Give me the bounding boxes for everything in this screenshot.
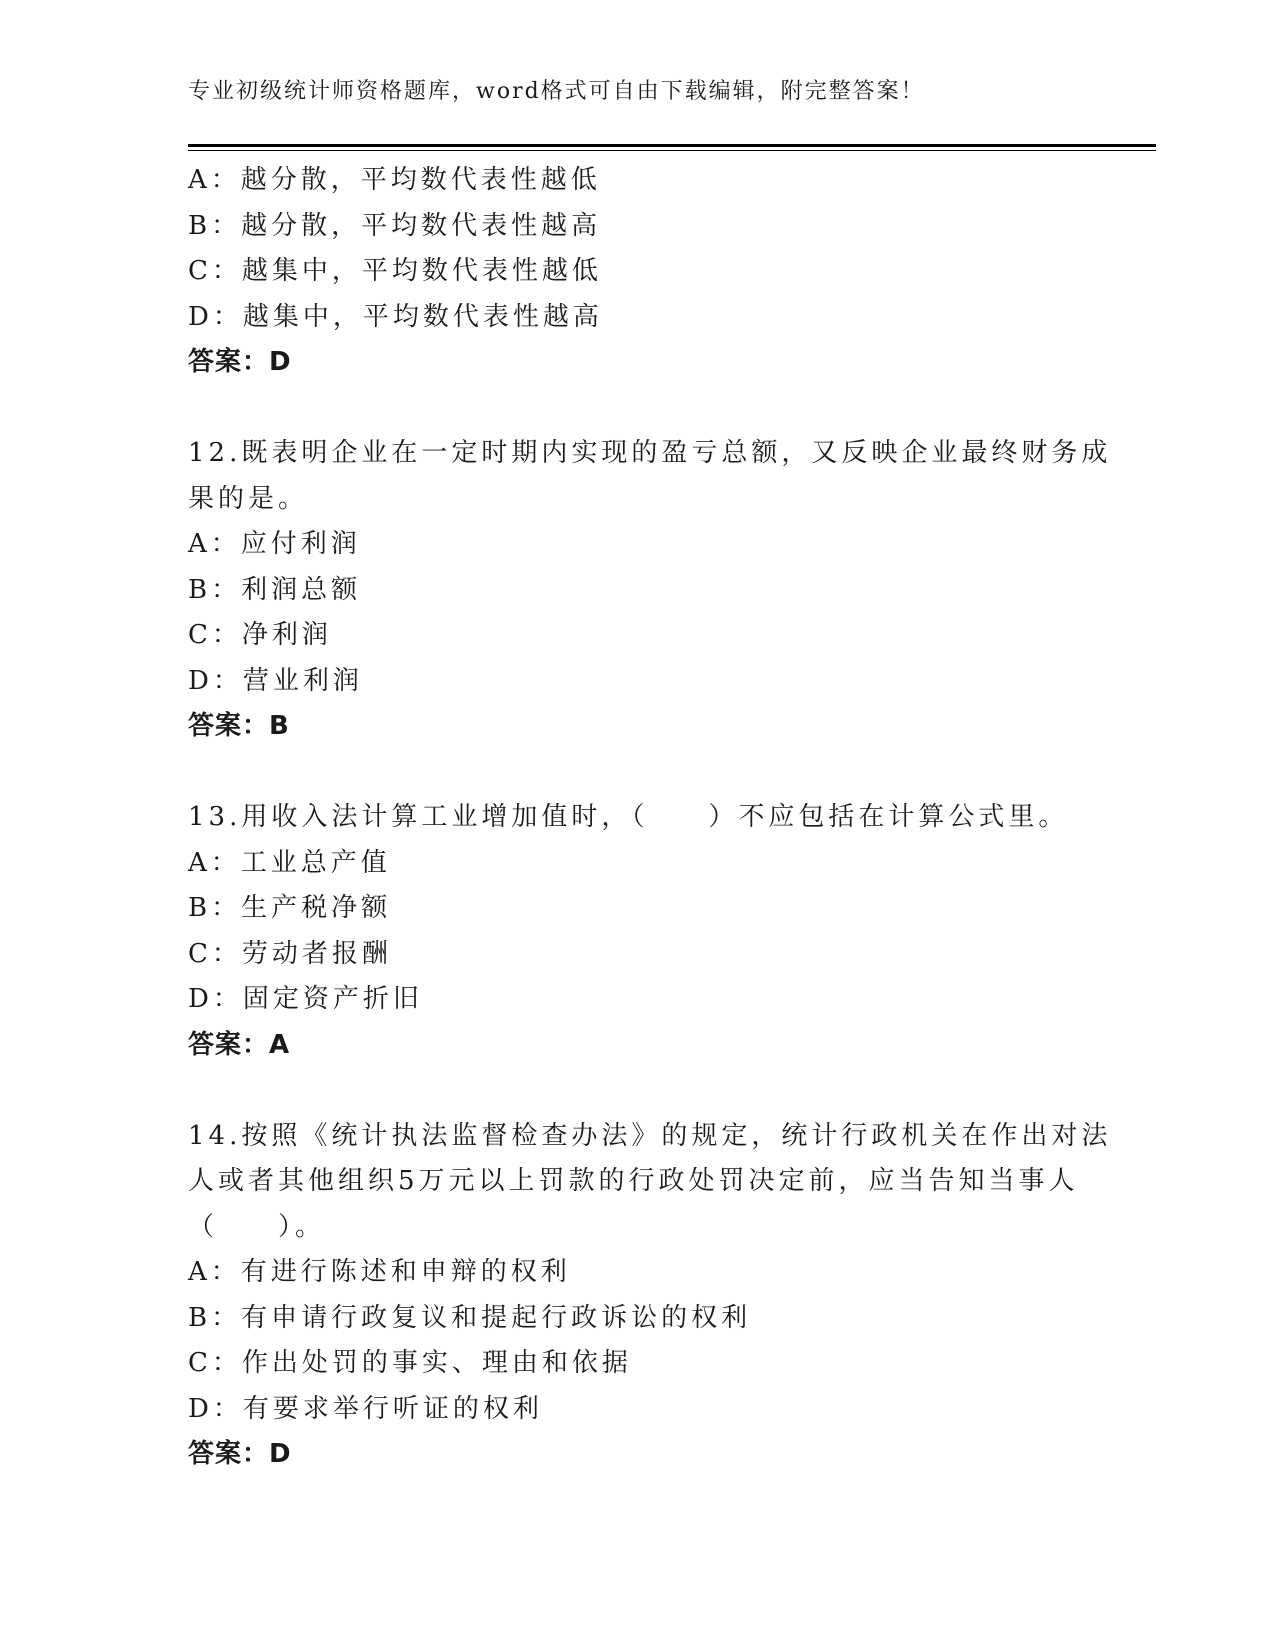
question-stem: 人或者其他组织5万元以上罚款的行政处罚决定前，应当告知当事人	[188, 1166, 1079, 1196]
option-a: A：越分散，平均数代表性越低	[188, 165, 601, 195]
option-b: B：越分散，平均数代表性越高	[188, 210, 602, 241]
option-c: C：净利润	[188, 620, 332, 650]
question-list	[188, 158, 1112, 1478]
option-b: B：有申请行政复议和提起行政诉讼的权利	[188, 1302, 752, 1333]
option-d: D：有要求举行听证的权利	[188, 1393, 543, 1424]
option-b: B：生产税净额	[188, 893, 392, 923]
question-stem: 果的是。	[188, 483, 309, 514]
option-a: A：工业总产值	[188, 847, 391, 878]
question-stem: 14.按照《统计执法监督检查办法》的规定，统计行政机关在作出对法	[188, 1120, 1112, 1151]
option-b: B：利润总额	[188, 574, 362, 605]
option-a: A：应付利润	[188, 529, 361, 559]
option-a: A：有进行陈述和申辩的权利	[188, 1257, 571, 1287]
header-rule-thick	[188, 144, 1156, 147]
question-13	[188, 795, 1088, 1068]
option-c: C：作出处罚的事实、理由和依据	[188, 1348, 632, 1378]
answer: 答案：B	[188, 711, 290, 741]
option-d: D：固定资产折旧	[188, 984, 423, 1014]
question-stem: （ ）。	[188, 1211, 326, 1242]
answer: 答案：D	[188, 347, 292, 377]
option-d: D：越集中，平均数代表性越高	[188, 301, 603, 332]
option-c: C：劳动者报酬	[188, 938, 392, 969]
question-stem: 12.既表明企业在一定时期内实现的盈亏总额，又反映企业最终财务成	[188, 438, 1112, 468]
option-d: D：营业利润	[188, 665, 363, 696]
header-rule-thin	[188, 150, 1156, 151]
answer: 答案：A	[188, 1029, 291, 1060]
question-11	[188, 158, 1088, 386]
option-c: C：越集中，平均数代表性越低	[188, 256, 602, 286]
page-header: 专业初级统计师资格题库，word格式可自由下载编辑，附完整答案！	[188, 79, 925, 104]
question-12	[188, 431, 1112, 750]
answer: 答案：D	[188, 1439, 292, 1469]
question-14	[188, 1114, 1112, 1478]
question-stem: 13.用收入法计算工业增加值时，（ ）不应包括在计算公式里。	[188, 802, 1069, 832]
